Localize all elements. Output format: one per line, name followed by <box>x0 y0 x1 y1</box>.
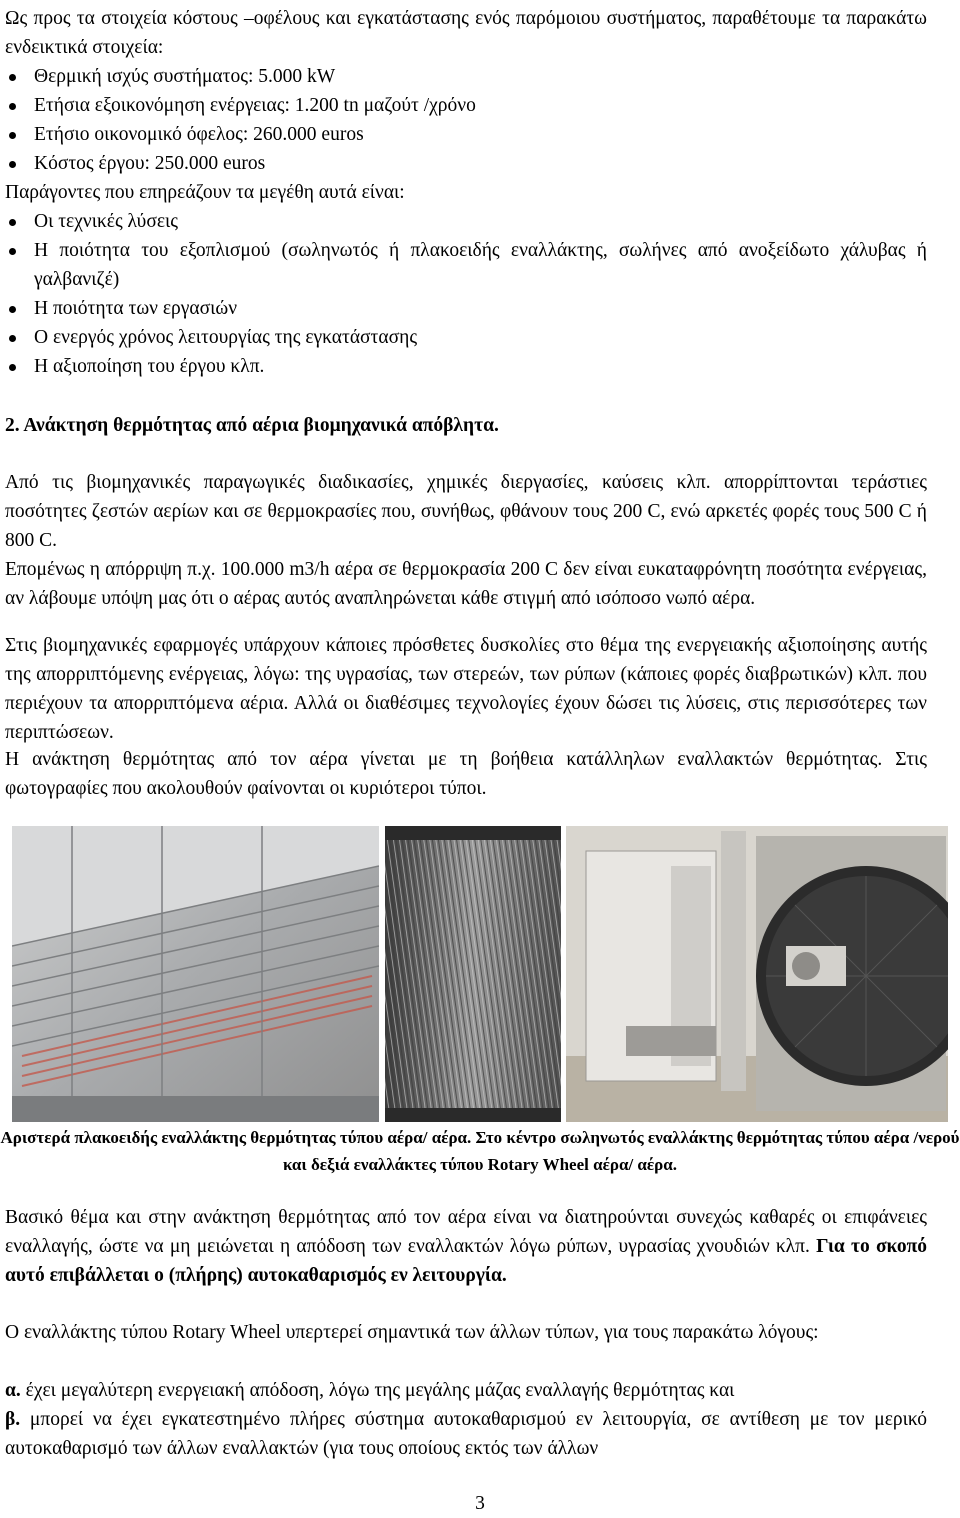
page-number: 3 <box>475 1493 485 1514</box>
reason-marker: α. <box>5 1380 21 1401</box>
cost-item: Ετήσια εξοικονόμηση ενέργειας: 1.200 tn μαζούτ /χρόνο <box>5 91 927 120</box>
cleaning-paragraph <box>5 1203 927 1290</box>
reason-item <box>5 1376 927 1405</box>
cost-list <box>5 62 927 178</box>
reason-text: μπορεί να έχει εγκατεστημένο πλήρες σύστημα αυτοκαθαρισμού εν λειτουργία, σε αντίθεση με τον μερικό αυτοκαθαρισμό των άλλων εναλλακτών (για τους οποίους εκτός των άλλων <box>5 1409 928 1459</box>
factors-intro: Παράγοντες που επηρεάζουν τα μεγέθη αυτά είναι: <box>5 182 405 203</box>
factors-list <box>5 207 927 381</box>
section-paragraph: Επομένως η απόρριψη π.χ. 100.000 m3/h αέρα σε θερμοκρασία 200 C δεν είναι ευκαταφρόνητη ποσότητα ενέργειας, αν λάβουμε υπόψη μας ότι ο αέρας αυτός αναπληρώνεται κάθε στιγμή από ισόποσο νωπό αέρα. <box>5 559 927 609</box>
reason-text: έχει μεγαλύτερη ενεργειακή απόδοση, λόγω της μεγάλης μάζας εναλλαγής θερμότητας και <box>25 1380 735 1401</box>
intro-paragraph: Ως προς τα στοιχεία κόστους –οφέλους και εγκατάστασης ενός παρόμοιου συστήματος, παραθέτουμε τα παρακάτω ενδεικτικά στοιχεία: <box>5 8 927 58</box>
section-paragraph: Από τις βιομηχανικές παραγωγικές διαδικασίες, χημικές διεργασίες, καύσεις κλπ. απορρίπτονται τεράστιες ποσότητες ζεστών αερίων και σε θερμοκρασίες που, συνήθως, φθάνουν τους 200 C, ενώ αρκετές φορές τους 500 C ή 800 C. <box>5 472 927 551</box>
tubular-exchanger-photo <box>385 826 561 1122</box>
cost-item: Κόστος έργου: 250.000 euros <box>5 149 927 178</box>
factor-item: Η ποιότητα των εργασιών <box>5 294 927 323</box>
factor-item: Η αξιοποίηση του έργου κλπ. <box>5 352 927 381</box>
cost-item: Ετήσιο οικονομικό όφελος: 260.000 euros <box>5 120 927 149</box>
reason-marker: β. <box>5 1409 21 1430</box>
section-paragraph: Στις βιομηχανικές εφαρμογές υπάρχουν κάποιες πρόσθετες δυσκολίες στο θέμα της ενεργειακής αξιοποίησης αυτής της απορριπτόμενης ενέργειας, λόγω: της υγρασίας, των στερεών, των ρύπων (κάποιες φορές διαβρωτικών) κλπ. που περιέχουν τα απορριπτόμενα αέρια. Αλλά οι διαθέσιμες τεχνολογίες έχουν δώσει τις λύσεις, στις περισσότερες των περιπτώσεων. <box>5 635 927 743</box>
cleaning-emphasis: Για το σκοπό αυτό επιβάλλεται ο (πλήρης) αυτοκαθαρισμός εν λειτουργία. <box>5 1236 928 1286</box>
figure-caption: Αριστερά πλακοειδής εναλλάκτης θερμότητας τύπου αέρα/ αέρα. Στο κέντρο σωληνωτός εναλλάκτης θερμότητας τύπου αέρα /νερού και δεξιά εναλλάκτες τύπου Rotary Wheel αέρα/ αέρα. <box>0 1128 960 1174</box>
reason-item <box>5 1405 927 1463</box>
plate-exchanger-photo <box>12 826 379 1122</box>
factor-item: Οι τεχνικές λύσεις <box>5 207 927 236</box>
rotary-wheel-photo <box>566 826 948 1122</box>
cleaning-text: Βασικό θέμα και στην ανάκτηση θερμότητας από τον αέρα είναι να διατηρούνται συνεχώς καθαρές οι επιφάνειες εναλλαγής, ώστε να μη μειώνεται η απόδοση των εναλλακτών λόγω ρύπων, υγρασίας χνουδιών κλπ. <box>5 1207 927 1257</box>
factor-item: Η ποιότητα του εξοπλισμού (σωληνωτός ή πλακοειδής εναλλάκτης, σωλήνες από ανοξείδωτο χάλυβας ή γαλβανιζέ) <box>5 236 927 294</box>
section-heading: 2. Ανάκτηση θερμότητας από αέρια βιομηχανικά απόβλητα. <box>5 415 499 436</box>
rotary-intro: Ο εναλλάκτης τύπου Rotary Wheel υπερτερεί σημαντικά των άλλων τύπων, για τους παρακάτω λόγους: <box>5 1322 819 1343</box>
cost-item: Θερμική ισχύς συστήματος: 5.000 kW <box>5 62 927 91</box>
factor-item: Ο ενεργός χρόνος λειτουργίας της εγκατάστασης <box>5 323 927 352</box>
section-paragraph: Η ανάκτηση θερμότητας από τον αέρα γίνεται με τη βοήθεια κατάλληλων εναλλακτών θερμότητας. Στις φωτογραφίες που ακολουθούν φαίνονται οι κυριότεροι τύποι. <box>5 749 927 799</box>
